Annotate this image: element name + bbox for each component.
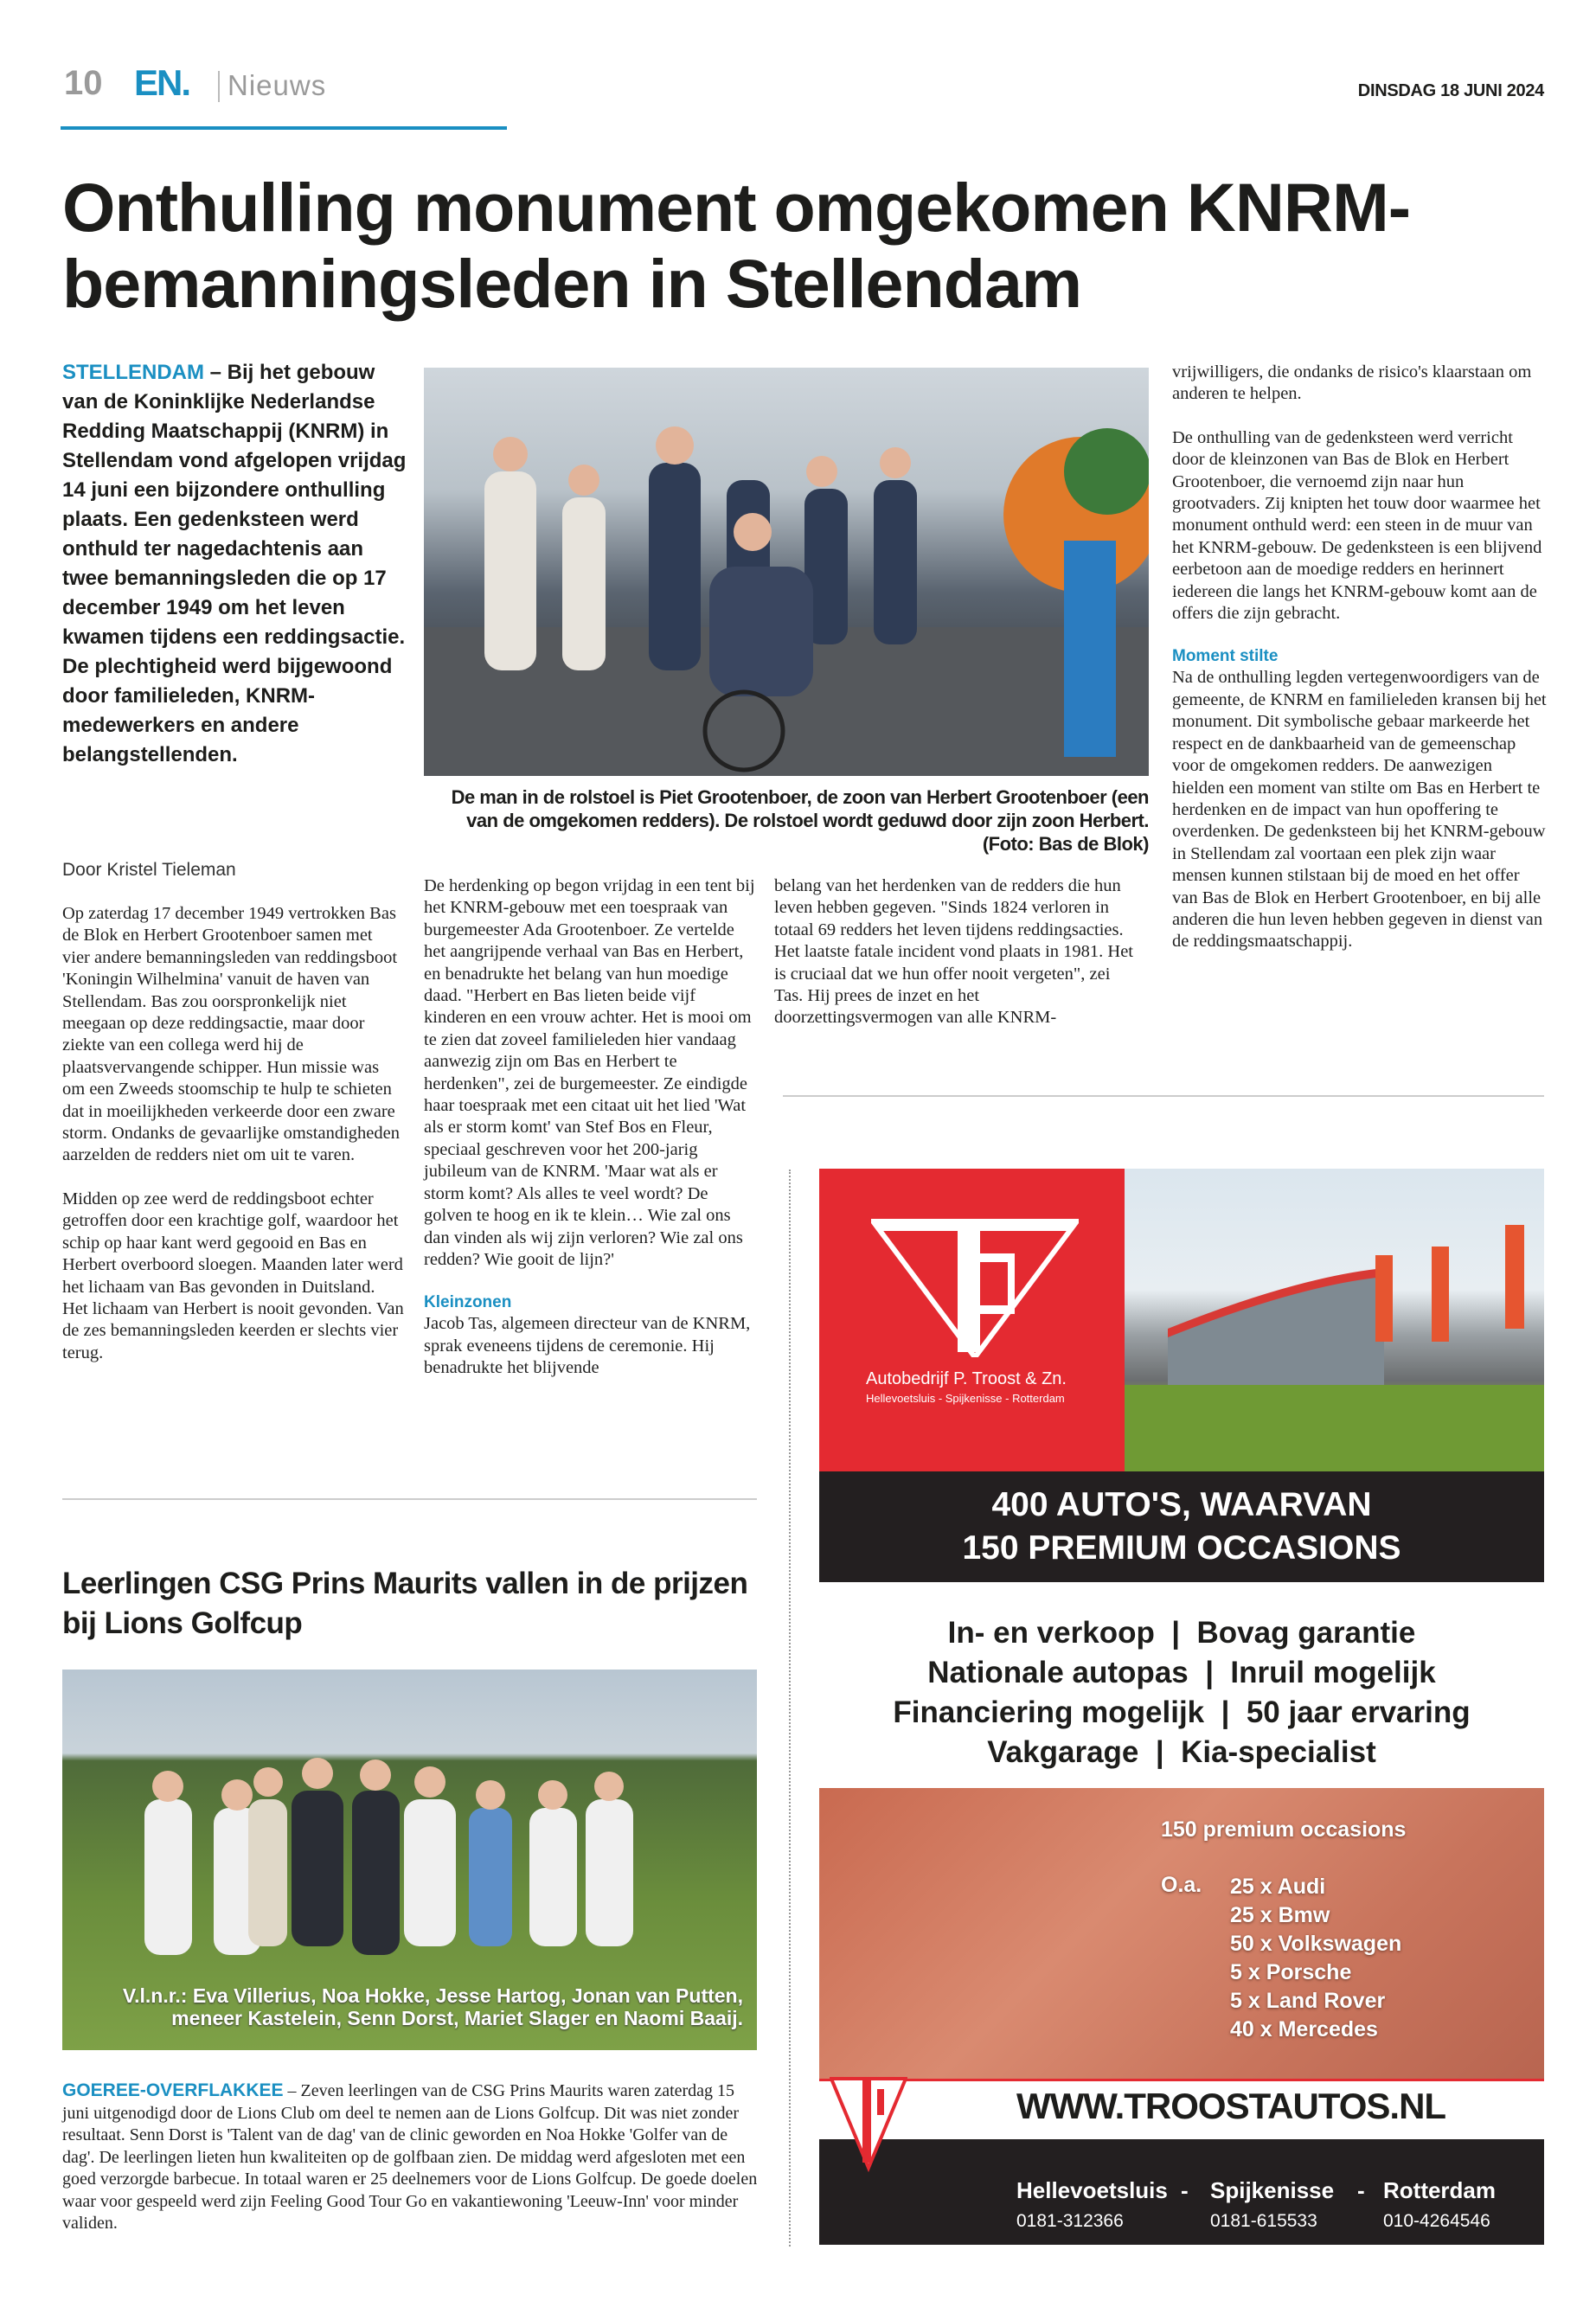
header-divider (218, 71, 220, 102)
paragraph: Op zaterdag 17 december 1949 vertrokken Bas de Blok en Herbert Grootenboer samen met vier andere bemanningsleden van reddingsboot 'Koningin Wilhelmina' vanuit de haven van Stellendam. Bas zou oorspronkelijk niet meegaan op deze reddingsactie, maar door ziekte van een collega werd hij de plaatsvervangende schipper. Hun missie was om een Zweeds stoomschip te hulp te schieten dat in moeilijkheden verkeerde door een zware storm. Ondanks de gevaarlijke omstandigheden aarzelden de redders niet om uit te varen. (62, 904, 400, 1165)
location-separator: - (1357, 2177, 1365, 2203)
article-photo-golfers (62, 1670, 757, 2050)
paragraph: vrijwilligers, die ondanks de risico's klaarstaan om anderen te helpen. (1172, 362, 1532, 404)
article-column-3 (774, 875, 1138, 1029)
phone-number: 0181-615533 (1210, 2211, 1317, 2231)
article-lead (62, 358, 408, 770)
showroom-illustration (1125, 1169, 1544, 1471)
oa-label: O.a. (1161, 1873, 1202, 1897)
section-label: Nieuws (228, 69, 327, 101)
ad-features (819, 1582, 1544, 1788)
location-city: Spijkenisse (1210, 2177, 1335, 2203)
byline: Door Kristel Tieleman (62, 860, 236, 880)
ad-logo-panel (819, 1169, 1125, 1471)
feature-line: Vakgarage | Kia-specialist (987, 1735, 1376, 1769)
location-city: Hellevoetsluis (1016, 2177, 1168, 2203)
paragraph: De herdenking op begon vrijdag in een tent bij het KNRM-gebouw met een toespraak van burgemeester Ada Grootenboer. Ze vertelde het aangrijpende verhaal van Bas en Herbert, en benadrukte het belang van hun moedige daad. "Herbert en Bas lieten beide vijf kinderen en een vrouw achter. Het is mooi om te zien dat zoveel familieleden hier vandaag aanwezig zijn om Bas en Herbert te herdenken", zei de burgemeester. Ze eindigde haar toespraak met een citaat uit het lied 'Wat als er storm komt' van Stef Bos en Fleur, speciaal geschreven voor het 200-jarig jubileum van de KNRM. 'Maar wat als er storm komt? Als alles te veel wordt? De golven te hoog en ik te klein… Wie zal ons dan vinden als wij zijn verloren? Wie zal ons redden? Wie gooit de lijn?' (424, 876, 755, 1269)
article-body (62, 2080, 763, 2235)
banner-line: 400 AUTO'S, WAARVAN (991, 1486, 1372, 1523)
header-rule (61, 126, 507, 130)
subheading-moment-stilte: Moment stilte (1172, 647, 1279, 666)
ad-website-link[interactable]: WWW.TROOSTAUTOS.NL (1016, 2086, 1446, 2126)
article-column-4 (1172, 362, 1548, 953)
ad-premium-panel (819, 1788, 1544, 2079)
article-divider (62, 1498, 757, 1500)
article-headline: Onthulling monument omgekomen KNRM-bemanningsleden in Stellendam (62, 169, 1411, 322)
brand-item: 5 x Land Rover (1230, 1989, 1386, 2013)
advertisement-troost-autos[interactable] (819, 1169, 1544, 2245)
photo-caption: V.l.n.r.: Eva Villerius, Noa Hokke, Jesse Hartog, Jonan van Putten, meneer Kastelein, Senn Dorst, Mariet Slager en Naomi Baaij. (122, 1984, 743, 2029)
article-column-2 (424, 875, 757, 1380)
paragraph: Midden op zee werd de reddingsboot echter getroffen door een krachtige golf, waardoor het schip op haar kant werd gegooid en Bas en Herbert overboord sloegen. Maanden later werd het lichaam van Bas gevonden in Duitsland. Het lichaam van Herbert is nooit gevonden. Van de zes bemanningsleden keerden er slechts vier terug. (62, 1189, 404, 1362)
banner-line: 150 PREMIUM OCCASIONS (962, 1529, 1401, 1567)
dateline: GOEREE-OVERFLAKKEE (62, 2080, 284, 2100)
brand-item: 5 x Porsche (1230, 1960, 1352, 1984)
brand-item: 40 x Mercedes (1230, 2017, 1378, 2041)
phone-number: 0181-312366 (1016, 2211, 1124, 2231)
troost-logo-icon (871, 1219, 1079, 1357)
lead-text: – Bij het gebouw van de Koninklijke Nederlandse Redding Maatschappij (KNRM) in Stellendam vond afgelopen vrijdag 14 juni een bijzondere onthulling plaats. Een gedenksteen werd onthuld ter nagedachtenis aan twee bemanningsleden die op 17 december 1949 om het leven kwamen tijdens een reddingsactie. De plechtigheid werd bijgewoond door familieleden, KNRM-medewerkers en andere belangstellenden. (62, 361, 407, 766)
dateline: STELLENDAM (62, 361, 204, 384)
article-photo-ceremony (424, 368, 1149, 776)
ceremony-photo-illustration (424, 368, 1149, 776)
paragraph: belang van het herdenken van de redders die hun leven hebben gegeven. "Sinds 1824 verloren in totaal 69 redders het leven tijdens reddingsacties. Het laatste fatale incident vond plaats in 1981. Het is cruciaal dat we hun offer nooit vergeten", zei Tas. Hij prees de inzet en het doorzettingsvermogen van alle KNRM- (774, 876, 1133, 1028)
article-column-1 (62, 903, 404, 1364)
brand-item: 50 x Volkswagen (1230, 1932, 1402, 1956)
brand-list (1230, 1873, 1401, 2044)
troost-logo-small-icon (830, 2077, 907, 2172)
location-city: Rotterdam (1383, 2177, 1497, 2203)
photo-caption: De man in de rolstoel is Piet Grootenboer, de zoon van Herbert Grootenboer (een van de omgekomen redders). De rolstoel wordt geduwd door zijn zoon Herbert. (Foto: Bas de Blok) (451, 786, 1149, 855)
ad-company-name: Autobedrijf P. Troost & Zn. (866, 1369, 1067, 1388)
issue-date: DINSDAG 18 JUNI 2024 (1357, 81, 1544, 100)
ad-headline-banner (819, 1471, 1544, 1582)
phone-number: 010-4264546 (1383, 2211, 1490, 2231)
page-number: 10 (64, 64, 103, 102)
paragraph: De onthulling van de gedenksteen werd verricht door de kleinzonen van Bas de Blok en Herbert Grootenboer, die vernoemd zijn naar hun grootvaders. Zij knipten het touw door waarmee het monument onthuld werd: een steen in de muur van het KNRM-gebouw. De gedenksteen is een blijvend eerbetoon aan de moedige redders en herinnert iedereen die langs het KNRM-gebouw komt aan de offers die zijn gebracht. (1172, 427, 1542, 624)
feature-line: Financiering mogelijk | 50 jaar ervaring (893, 1695, 1471, 1729)
feature-line: In- en verkoop | Bovag garantie (947, 1616, 1416, 1650)
ad-showroom-photo (1125, 1169, 1544, 1471)
brand-item: 25 x Bmw (1230, 1903, 1330, 1927)
paragraph: Na de onthulling legden vertegenwoordigers van de gemeente, de KNRM en familieleden kransen bij het monument. Dit symbolische gebaar markeerde het respect en de dankbaarheid van de gemeenschap voor de omgekomen redders. De aanwezigen hielden een moment van stilte om Bas en Herbert te herdenken en de impact van hun opoffering te overdenken. De gedenksteen bij het KNRM-gebouw in Stellendam zal voortaan een plek zijn waar mensen kunnen stilstaan bij de moed en het offer van Bas de Blok en Herbert Grootenboer, en bij alle anderen die hun leven hebben gegeven in dienst van de reddingsmaatschappij. (1172, 668, 1547, 952)
subheading-kleinzonen: Kleinzonen (424, 1293, 512, 1312)
feature-line: Nationale autopas | Inruil mogelijk (927, 1656, 1436, 1689)
publication-logo: EN. (134, 62, 190, 103)
ad-cities: Hellevoetsluis - Spijkenisse - Rotterdam (866, 1392, 1065, 1405)
column-divider (783, 1095, 1544, 1097)
brand-item: 25 x Audi (1230, 1875, 1326, 1899)
paragraph: Jacob Tas, algemeen directeur van de KNRM, sprak eveneens tijdens de ceremonie. Hij benadrukte het blijvende (424, 1314, 751, 1378)
article-headline: Leerlingen CSG Prins Maurits vallen in de prijzen bij Lions Golfcup (62, 1567, 748, 1640)
location-separator: - (1181, 2177, 1189, 2203)
body-text: – Zeven leerlingen van de CSG Prins Maurits waren zaterdag 15 juni uitgenodigd door de Lions Club om deel te nemen aan de Lions Golfcup. Dit was niet zonder resultaat. Senn Dorst is 'Talent van de dag' van de clinic geworden en Noa Hokke 'Golfer van de dag'. De leerlingen lieten hun kwaliteiten op de golfbaan zien. De middag werd afgesloten met een goed verzorgde barbecue. In totaal waren er 25 deelnemers voor de Lions Golfcup. De goede doelen waar voor gespeeld werd zijn Feeling Good Tour Go en vakantiewoning 'Leeuw-Inn' voor minder validen. (62, 2081, 758, 2233)
premium-title: 150 premium occasions (1161, 1817, 1407, 1842)
dotted-divider (789, 1170, 791, 2247)
